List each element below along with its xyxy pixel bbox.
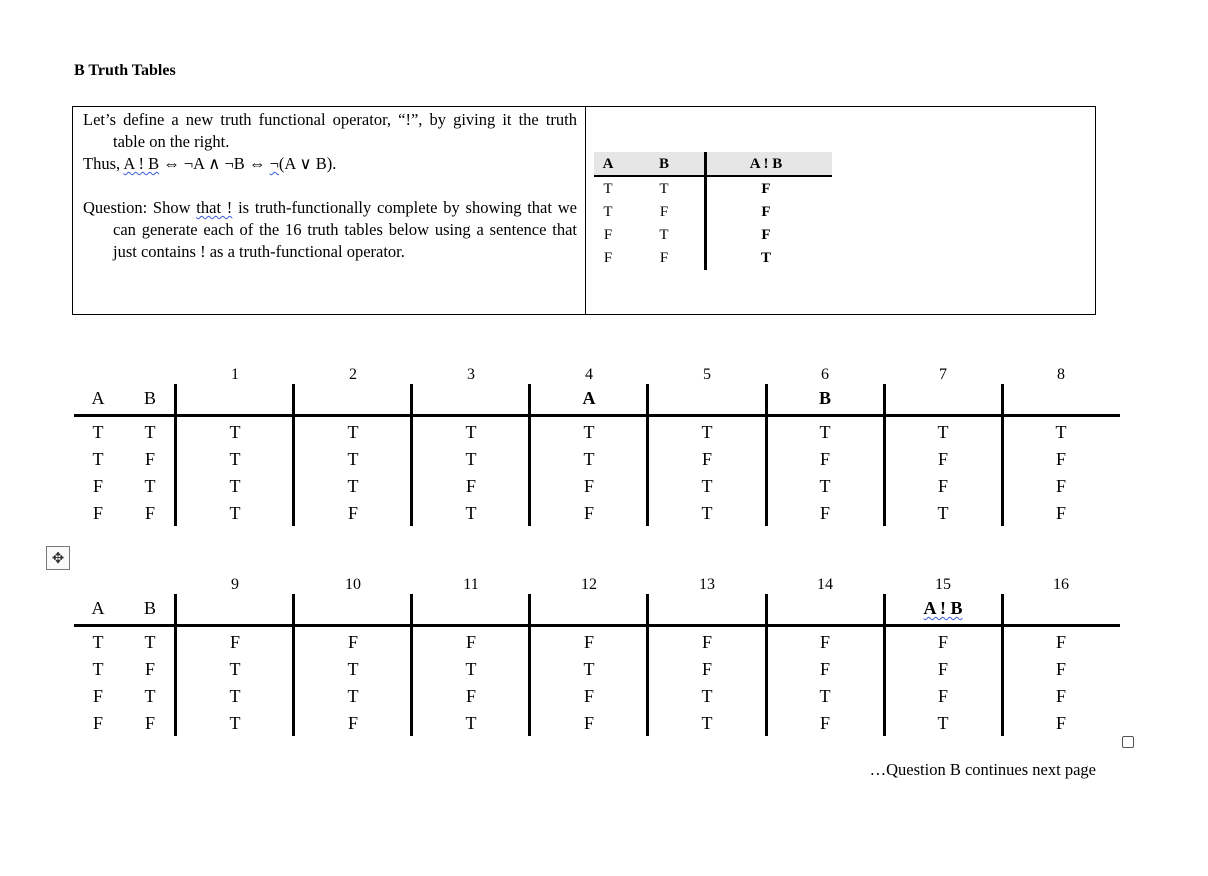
definition-column-rule	[704, 152, 707, 270]
value-cell: T	[583, 659, 595, 679]
column-number: 12	[581, 576, 597, 593]
value-cell: F	[347, 713, 358, 733]
definition-cell: F	[659, 204, 669, 220]
section-heading: B Truth Tables	[74, 62, 176, 79]
column-number: 6	[821, 366, 829, 383]
column-rule	[174, 384, 177, 526]
definition-cell: F	[761, 181, 771, 197]
definition-cell: F	[761, 204, 771, 220]
box-divider	[585, 107, 586, 314]
column-rule	[528, 594, 531, 736]
input-cell: T	[144, 476, 156, 496]
column-number: 2	[349, 366, 357, 383]
column-rule	[1001, 594, 1004, 736]
negation-symbol: ¬	[269, 154, 279, 173]
definition-header-rule	[594, 175, 832, 177]
header-rule	[74, 414, 1120, 417]
definition-cell: T	[603, 204, 613, 220]
input-cell: T	[92, 632, 104, 652]
column-number: 7	[939, 366, 947, 383]
value-cell: T	[229, 503, 241, 523]
value-cell: T	[229, 476, 241, 496]
value-cell: F	[937, 476, 948, 496]
operator-expression: A ! B	[123, 154, 160, 173]
input-cell: F	[92, 713, 103, 733]
definition-text	[83, 109, 577, 263]
value-cell: F	[1055, 659, 1066, 679]
value-cell: F	[819, 449, 830, 469]
value-cell: F	[819, 659, 830, 679]
column-number: 4	[585, 366, 593, 383]
value-cell: T	[701, 422, 713, 442]
value-cell: F	[583, 632, 594, 652]
value-cell: T	[347, 476, 359, 496]
definition-header-0: A	[602, 156, 614, 172]
value-cell: F	[583, 503, 594, 523]
column-rule	[646, 594, 649, 736]
operator-label: A ! B	[923, 598, 963, 618]
equivalence-prefix: Thus,	[83, 154, 124, 173]
resize-handle-icon[interactable]	[1122, 736, 1134, 748]
value-cell: F	[583, 686, 594, 706]
value-cell: T	[347, 659, 359, 679]
value-cell: F	[701, 632, 712, 652]
definition-cell: F	[603, 250, 613, 266]
definition-cell: F	[603, 227, 613, 243]
column-number: 15	[935, 576, 951, 593]
column-rule	[1001, 384, 1004, 526]
input-header-b: B	[143, 388, 156, 408]
column-number: 8	[1057, 366, 1065, 383]
column-rule	[528, 384, 531, 526]
column-rule	[765, 594, 768, 736]
value-cell: F	[701, 449, 712, 469]
equivalence-end: (A ∨ B).	[278, 154, 337, 173]
column-number: 13	[699, 576, 715, 593]
value-cell: T	[465, 659, 477, 679]
input-cell: T	[92, 422, 104, 442]
column-number: 10	[345, 576, 361, 593]
definition-truth-table	[594, 152, 832, 272]
value-cell: F	[1055, 476, 1066, 496]
value-cell: F	[1055, 449, 1066, 469]
value-cell: T	[701, 476, 713, 496]
value-cell: T	[229, 713, 241, 733]
column-label	[903, 596, 983, 620]
column-number: 16	[1053, 576, 1069, 593]
equivalence-middle: ⇔ ¬A ∧ ¬B ⇔	[159, 154, 270, 173]
input-cell: F	[144, 503, 155, 523]
value-cell: F	[1055, 632, 1066, 652]
value-cell: T	[229, 659, 241, 679]
value-cell: F	[347, 632, 358, 652]
column-number: 3	[467, 366, 475, 383]
value-cell: T	[701, 713, 713, 733]
value-cell: F	[583, 476, 594, 496]
value-cell: F	[465, 686, 476, 706]
value-cell: F	[701, 659, 712, 679]
column-number: 14	[817, 576, 833, 593]
column-number: 5	[703, 366, 711, 383]
value-cell: F	[347, 503, 358, 523]
definition-cell: T	[603, 181, 613, 197]
column-label: B	[818, 388, 831, 408]
input-cell: T	[144, 632, 156, 652]
input-header-a: A	[91, 598, 105, 618]
continue-note: …Question B continues next page	[869, 760, 1096, 779]
value-cell: F	[583, 713, 594, 733]
input-cell: F	[92, 503, 103, 523]
value-cell: F	[465, 632, 476, 652]
truth-table-9-16	[74, 576, 1120, 736]
value-cell: T	[937, 503, 949, 523]
column-rule	[646, 384, 649, 526]
input-header-b: B	[143, 598, 156, 618]
value-cell: T	[701, 686, 713, 706]
value-cell: T	[465, 449, 477, 469]
column-rule	[410, 594, 413, 736]
value-cell: T	[229, 422, 241, 442]
value-cell: F	[1055, 503, 1066, 523]
input-cell: T	[144, 686, 156, 706]
value-cell: F	[937, 449, 948, 469]
definition-cell: F	[659, 250, 669, 266]
value-cell: F	[465, 476, 476, 496]
value-cell: T	[937, 422, 949, 442]
column-label: A	[582, 388, 596, 408]
value-cell: T	[819, 422, 831, 442]
definition-cell: F	[761, 227, 771, 243]
value-cell: T	[347, 686, 359, 706]
column-rule	[174, 594, 177, 736]
question-prefix: Question: Show	[83, 198, 197, 217]
truth-table-1-8	[74, 366, 1120, 526]
value-cell: T	[819, 686, 831, 706]
input-cell: F	[144, 659, 155, 679]
value-cell: T	[583, 422, 595, 442]
input-cell: T	[92, 659, 104, 679]
value-cell: F	[819, 713, 830, 733]
equivalence-line	[83, 153, 577, 175]
value-cell: T	[347, 422, 359, 442]
question-paragraph	[83, 197, 577, 263]
column-number: 9	[231, 576, 239, 593]
input-cell: T	[144, 422, 156, 442]
value-cell: F	[819, 632, 830, 652]
definition-cell: T	[760, 250, 771, 266]
value-cell: T	[229, 686, 241, 706]
definition-cell: T	[659, 181, 669, 197]
column-rule	[292, 594, 295, 736]
header-rule	[74, 624, 1120, 627]
column-rule	[292, 384, 295, 526]
value-cell: T	[347, 449, 359, 469]
value-cell: T	[583, 449, 595, 469]
input-cell: F	[92, 476, 103, 496]
value-cell: F	[1055, 686, 1066, 706]
column-number: 11	[463, 576, 479, 593]
definition-cell: T	[659, 227, 669, 243]
column-number: 1	[231, 366, 239, 383]
value-cell: F	[1055, 713, 1066, 733]
value-cell: T	[465, 503, 477, 523]
value-cell: F	[819, 503, 830, 523]
value-cell: T	[701, 503, 713, 523]
input-cell: T	[92, 449, 104, 469]
input-header-a: A	[91, 388, 105, 408]
value-cell: F	[937, 659, 948, 679]
input-cell: F	[144, 449, 155, 469]
definition-header-1: B	[658, 156, 669, 172]
definition-header-2: A ! B	[749, 156, 783, 172]
column-rule	[883, 594, 886, 736]
question-rest: is truth-functionally complete by showing that we can generate each of the 16 truth tables below using a sentence that just contains ! as a truth-functional operator.	[113, 198, 577, 261]
move-cross-icon[interactable]: ✥	[46, 546, 70, 570]
column-rule	[410, 384, 413, 526]
value-cell: F	[229, 632, 240, 652]
definition-header-shading	[594, 152, 832, 175]
value-cell: T	[465, 422, 477, 442]
value-cell: T	[465, 713, 477, 733]
column-rule	[765, 384, 768, 526]
value-cell: T	[229, 449, 241, 469]
value-cell: T	[937, 713, 949, 733]
value-cell: F	[937, 632, 948, 652]
value-cell: F	[937, 686, 948, 706]
column-rule	[883, 384, 886, 526]
value-cell: T	[819, 476, 831, 496]
definition-box	[72, 106, 1096, 315]
question-that: that !	[196, 198, 233, 217]
value-cell: T	[1055, 422, 1067, 442]
intro-paragraph: Let’s define a new truth functional operator, “!”, by giving it the truth table on the right.	[83, 110, 577, 151]
input-cell: F	[92, 686, 103, 706]
input-cell: F	[144, 713, 155, 733]
